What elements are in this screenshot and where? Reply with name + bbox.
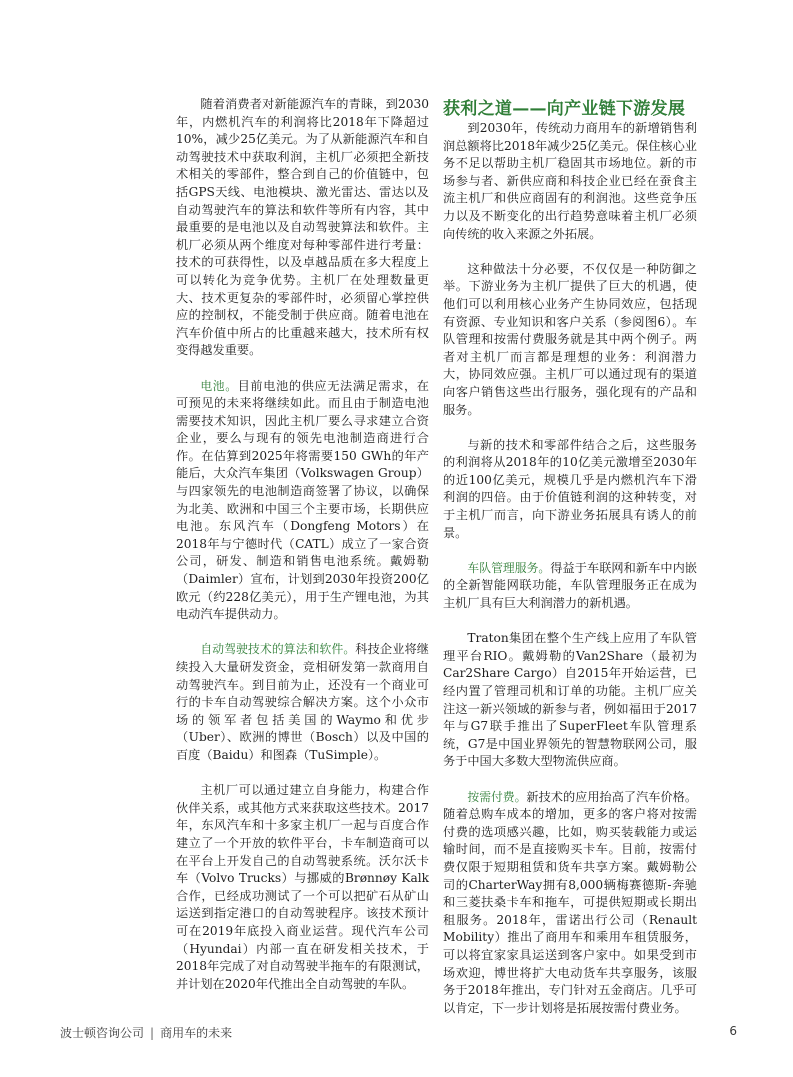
pay-per-use-heading: 按需付费。 xyxy=(467,789,527,804)
page-footer xyxy=(60,1024,737,1041)
paragraph-battery xyxy=(176,378,429,624)
paragraph-downstream-intro: 到2030年，传统动力商用车的新增销售利润总额将比2018年减少25亿美元。保住核心业务不足以帮助主机厂稳固其市场地位。新的市场参与者、新供应商和科技企业已经在蚕食主流主机厂和供应商固有的利润池。这些竞争压力以及不断变化的出行趋势意味着主机厂必须向传统的收入来源之外拓展。 xyxy=(443,121,697,241)
fleet-management-text: 得益于车联网和新车中内嵌的全新智能网联功能，车队管理服务正在成为主机厂具有巨大利润潜力的新机遇。 xyxy=(443,560,697,611)
footer-company: 波士顿咨询公司 xyxy=(60,1026,145,1040)
right-column xyxy=(443,96,697,1035)
paragraph-profit-growth: 与新的技术和零部件结合之后，这些服务的利润将从2018年的10亿美元激增至2030年的近100亿美元，规模几乎是内燃机汽车下滑利润的四倍。由于价值链利润的这种转变，对于主机厂而言，向下游业务拓展具有诱人的前景。 xyxy=(443,437,697,540)
battery-heading: 电池。 xyxy=(200,378,238,393)
autonomous-software-heading: 自动驾驶技术的算法和软件。 xyxy=(200,642,356,657)
page-number: 6 xyxy=(729,1024,737,1038)
section-title: 获利之道——向产业链下游发展 xyxy=(443,99,686,119)
battery-text: 目前电池的供应无法满足需求，在可预见的未来将继续如此。而且由于制造电池需要技术知识，因此主机厂要么寻求建立合资企业，要么与现有的领先电池制造商进行合作。在估算到2025年将需要150 GWh的年产能后，大众汽车集团（Volkswagen Group）与四家领先的电池制造商签署了协议，以确保为北美、欧洲和中国三个主要市场，长期供应电池。东风汽车（Dongfeng Motors）在2018年与宁德时代（CATL）成立了一家合资公司，研发、制造和销售电池系统。戴姆勒（Daimler）宣布，计划到2030年投资200亿欧元（约228亿美元），用于生产锂电池，为其电动汽车提供动力。 xyxy=(176,378,429,622)
left-column xyxy=(176,96,429,1011)
paragraph-partnerships: 主机厂可以通过建立自身能力，构建合作伙伴关系，或其他方式来获取这些技术。2017年，东风汽车和十多家主机厂一起与百度合作建立了一个开放的软件平台，卡车制造商可以在平台上开发自己的自动驾驶系统。沃尔沃卡车（Volvo Trucks）与挪威的Brønnøy Kalk合作，已经成功测试了一个可以把矿石从矿山运送到指定港口的自动驾驶程序。该技术预计可在2019年底投入商业运营。现代汽车公司（Hyundai）内部一直在研发相关技术，于2018年完成了对自动驾驶半拖车的有限测试，并计划在2020年代推出全自动驾驶的车队。 xyxy=(176,783,429,991)
footer-separator: | xyxy=(150,1026,155,1040)
autonomous-software-text: 科技企业将继续投入大量研发资金，竞相研发第一款商用自动驾驶汽车。到目前为止，还没有一个商业可行的卡车自动驾驶综合解决方案。这个小众市场的领军者包括美国的Waymo和优步（Uber）、欧洲的博世（Bosch）以及中国的百度（Baidu）和图森（TuSimple）。 xyxy=(176,642,429,762)
paragraph-fleet-management xyxy=(443,560,697,613)
fleet-management-heading: 车队管理服务。 xyxy=(467,560,551,575)
paragraph-fleet-examples: Traton集团在整个生产线上应用了车队管理平台RIO。戴姆勒的Van2Share（最初为Car2Share Cargo）自2015年开始运营，已经内置了管理司机和订单的功能。主机厂应关注这一新兴领域的新参与者，例如福田于2017年与G7联手推出了SuperFleet车队管理系统，G7是中国业界领先的智慧物联网公司，服务于中国大多数大型物流供应商。 xyxy=(443,631,697,769)
footer-source xyxy=(60,1024,232,1041)
paragraph-pay-per-use xyxy=(443,789,697,1018)
paragraph-autonomous-software xyxy=(176,641,429,764)
paragraph-downstream-opportunity: 这种做法十分必要，不仅仅是一种防御之举。下游业务为主机厂提供了巨大的机遇，使他们可以利用核心业务产生协同效应，包括现有资源、专业知识和客户关系（参阅图6）。车队管理和按需付费服务就是其中两个例子。两者对主机厂而言都是理想的业务：利润潜力大，协同效应强。主机厂可以通过现有的渠道向客户销售这些出行服务，强化现有的产品和服务。 xyxy=(443,261,697,417)
pay-per-use-text: 新技术的应用抬高了汽车价格。随着总购车成本的增加，更多的客户将对按需付费的选项感兴趣，比如，购买装载能力或运输时间，而不是直接购买卡车。目前，按需付费仅限于短期租赁和货车共享方案。戴姆勒公司的CharterWay拥有8,000辆梅赛德斯-奔驰和三菱扶桑卡车和拖车，可提供短期或长期出租服务。2018年，雷诺出行公司（Renault Mobility）推出了商用车和乘用车租赁服务，可以将宜家家具运送到客户家中。如果受到市场欢迎，博世将扩大电动货车共享服务，该服务于2018年推出，专门针对五金商店。几乎可以肯定，下一步计划将是拓展按需付费业务。 xyxy=(443,789,698,1015)
paragraph-ice-profit: 随着消费者对新能源汽车的青睐，到2030年，内燃机汽车的利润将比2018年下降超过10%，减少25亿美元。为了从新能源汽车和自动驾驶技术中获取利润，主机厂必须把全新技术相关的零部件，整合到自己的价值链中，包括GPS天线、电池模块、激光雷达、雷达以及自动驾驶汽车的算法和软件等所有内容，其中最重要的是电池以及自动驾驶算法和软件。主机厂必须从两个维度对每种零部件进行考量：技术的可获得性，以及卓越品质在多大程度上可以转化为竞争优势。主机厂在处理数量更大、技术更复杂的零部件时，必须留心掌控供应的控制权，不能受制于供应商。随着电池在汽车价值中所占的比重越来越大，技术所有权变得越发重要。 xyxy=(176,97,429,358)
footer-report-title: 商用车的未来 xyxy=(160,1026,233,1040)
